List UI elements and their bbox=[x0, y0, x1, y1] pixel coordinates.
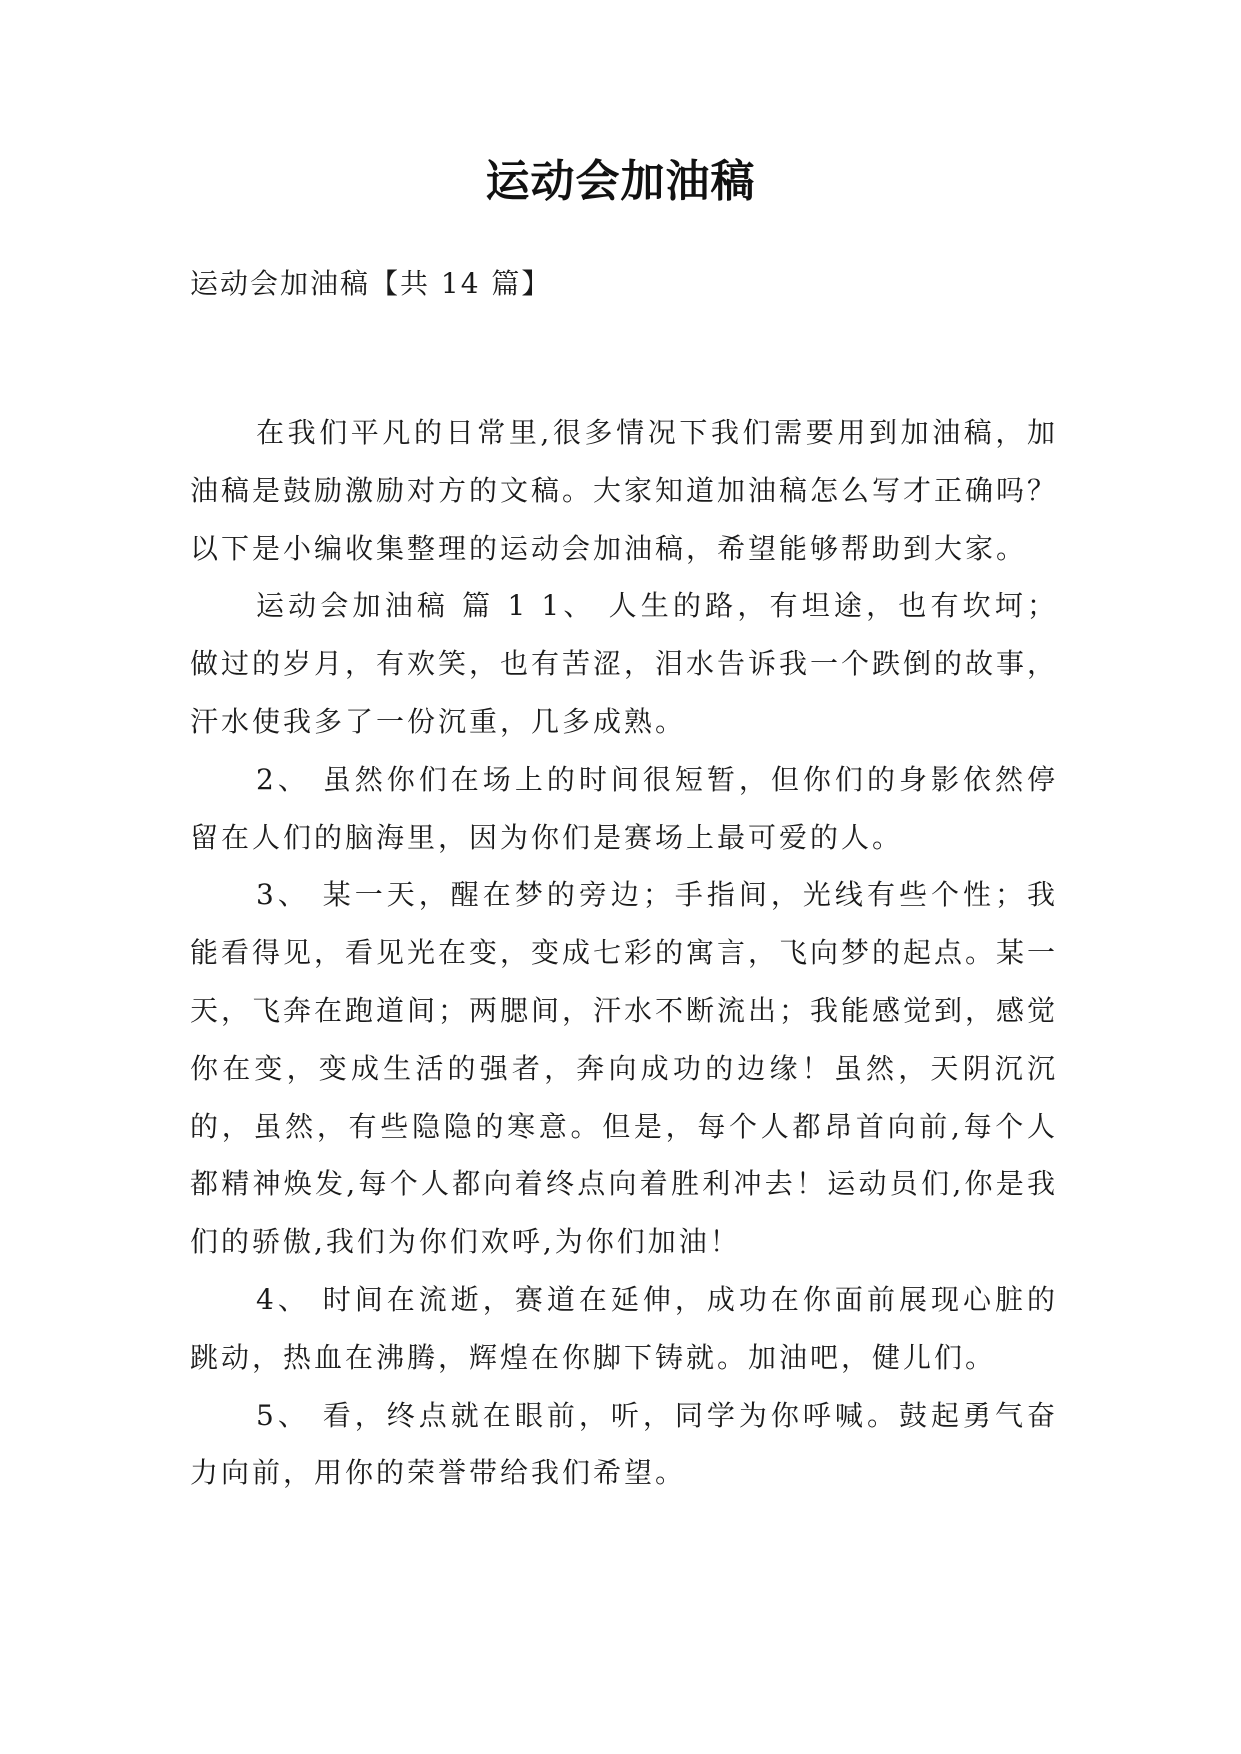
paragraph-intro: 在我们平凡的日常里,很多情况下我们需要用到加油稿，加油稿是鼓励激励对方的文稿。大家知道加油稿怎么写才正确吗？以下是小编收集整理的运动会加油稿，希望能够帮助到大家。 bbox=[190, 416, 1059, 565]
paragraph-item-2: 2、 虽然你们在场上的时间很短暂，但你们的身影依然停留在人们的脑海里，因为你们是赛场上最可爱的人。 bbox=[190, 762, 1058, 854]
paragraph-item-3: 3、 某一天，醒在梦的旁边；手指间，光线有些个性；我能看得见，看见光在变，变成七彩的寓言，飞向梦的起点。某一天，飞奔在跑道间；两腮间，汗水不断流出；我能感觉到，感觉你在变，变成生活的强者，奔向成功的边缘！虽然，天阴沉沉的，虽然，有些隐隐的寒意。但是，每个人都昂首向前,每个人都精神焕发,每个人都向着终点向着胜利冲去！运动员们,你是我们的骄傲,我们为你们欢呼,为你们加油！ bbox=[190, 878, 1059, 1259]
paragraph-item-5: 5、 看，终点就在眼前，听，同学为你呼喊。鼓起勇气奋力向前，用你的荣誉带给我们希望。 bbox=[190, 1398, 1058, 1490]
document-body bbox=[190, 404, 1058, 1502]
paragraph-item-4: 4、 时间在流逝，赛道在延伸，成功在你面前展现心脏的跳动，热血在沸腾，辉煌在你脚下铸就。加油吧，健儿们。 bbox=[190, 1282, 1058, 1374]
document-subtitle: 运动会加油稿【共 14 篇】 bbox=[190, 267, 552, 300]
paragraph-item-1: 运动会加油稿 篇 1 1、 人生的路，有坦途，也有坎坷；做过的岁月，有欢笑，也有苦涩，泪水告诉我一个跌倒的故事，汗水使我多了一份沉重，几多成熟。 bbox=[190, 589, 1059, 738]
document-title: 运动会加油稿 bbox=[485, 156, 756, 207]
